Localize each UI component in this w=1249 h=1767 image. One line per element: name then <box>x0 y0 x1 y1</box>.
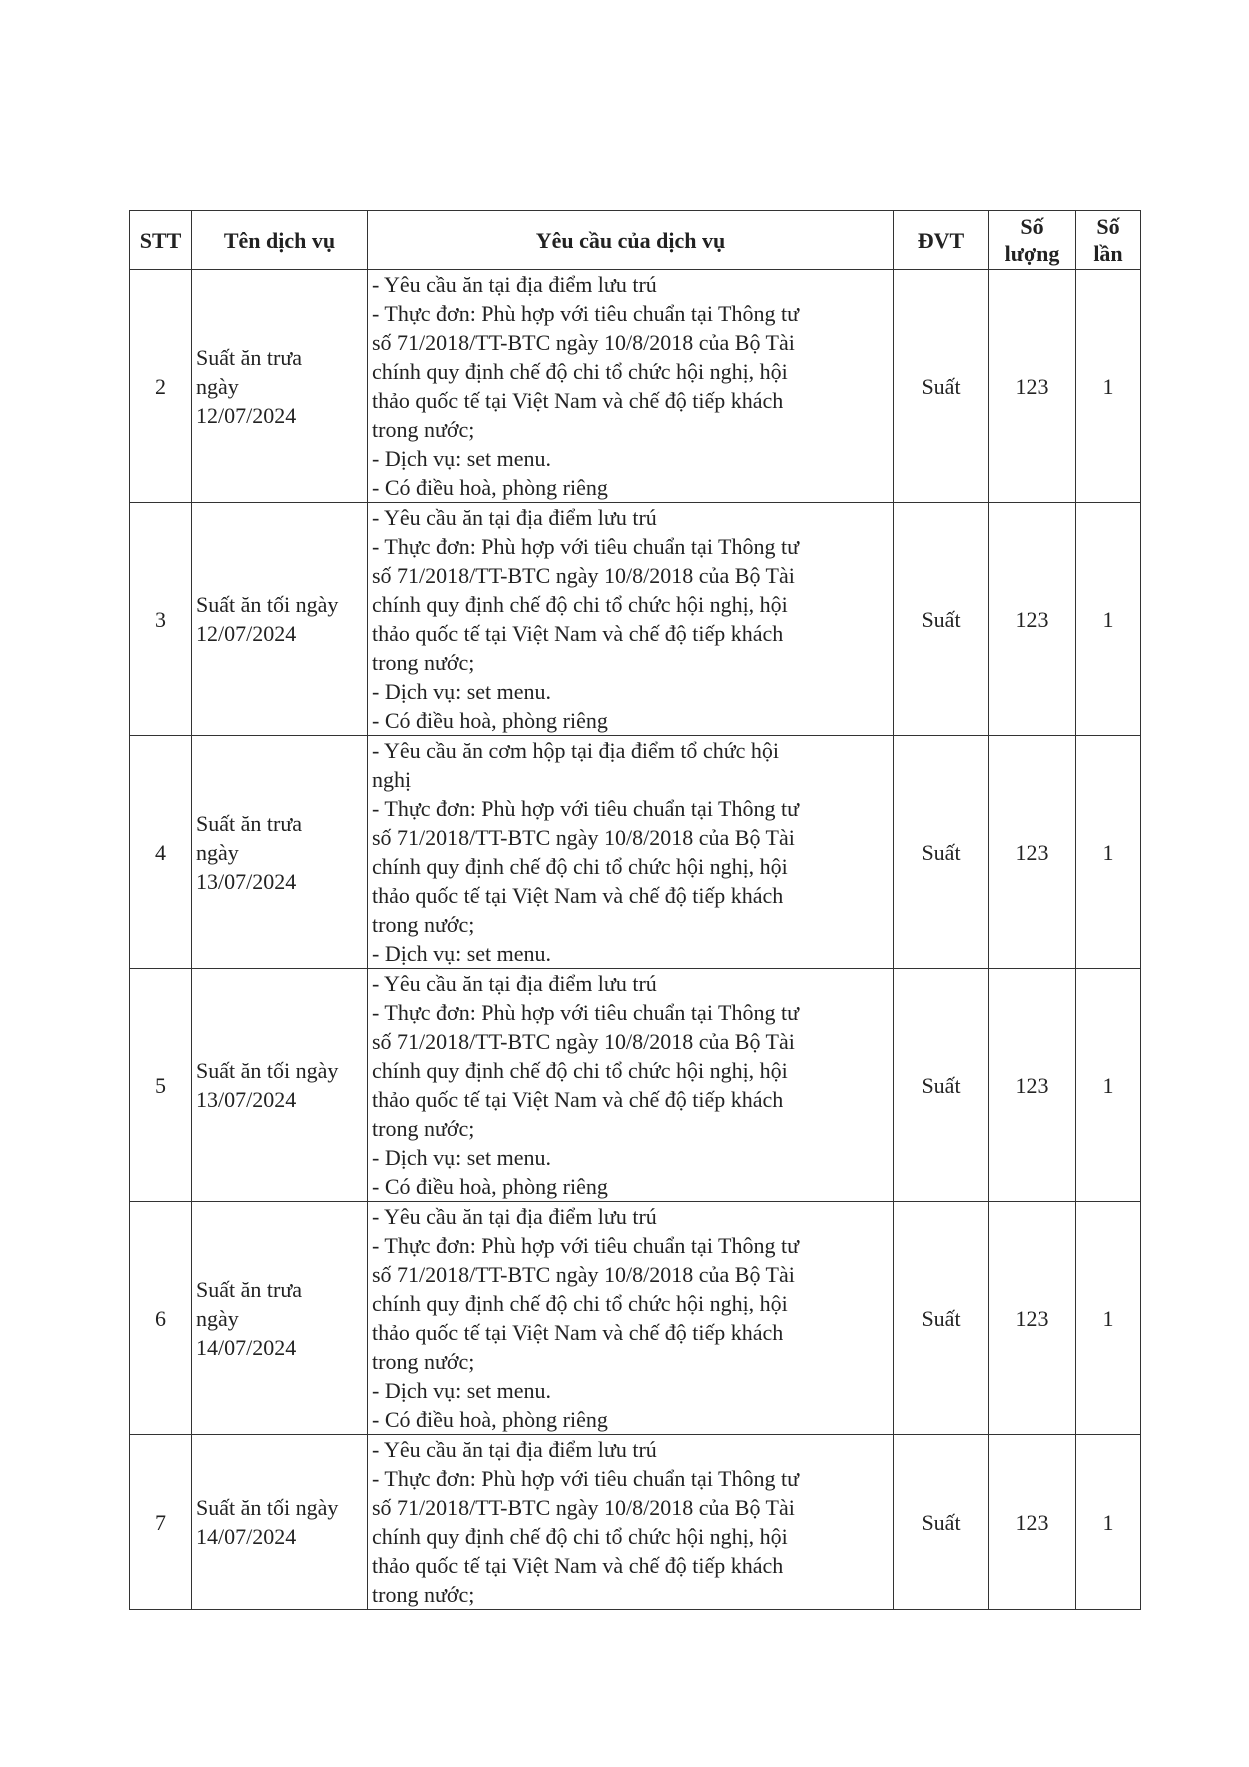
requirement-line: chính quy định chế độ chi tổ chức hội nghị, hội <box>372 854 788 879</box>
cell-times: 1 <box>1076 270 1141 503</box>
requirement-line: - Dịch vụ: set menu. <box>372 446 552 471</box>
requirement-line: - Thực đơn: Phù hợp với tiêu chuẩn tại Thông tư <box>372 796 800 821</box>
cell-times: 1 <box>1076 1202 1141 1435</box>
requirement-line: - Có điều hoà, phòng riêng <box>372 475 608 500</box>
requirement-line: số 71/2018/TT-BTC ngày 10/8/2018 của Bộ Tài <box>372 330 795 355</box>
cell-stt: 7 <box>130 1435 192 1610</box>
cell-times: 1 <box>1076 1435 1141 1610</box>
requirement-line: thảo quốc tế tại Việt Nam và chế độ tiếp khách <box>372 883 784 908</box>
requirement-line: chính quy định chế độ chi tổ chức hội nghị, hội <box>372 1058 788 1083</box>
cell-requirement <box>368 503 894 736</box>
service-name-text: Suất ăn tối ngày 14/07/2024 <box>196 1495 339 1549</box>
requirement-line: thảo quốc tế tại Việt Nam và chế độ tiếp khách <box>372 1553 784 1578</box>
requirement-line: - Dịch vụ: set menu. <box>372 941 552 966</box>
requirement-line: số 71/2018/TT-BTC ngày 10/8/2018 của Bộ Tài <box>372 1495 795 1520</box>
cell-stt: 2 <box>130 270 192 503</box>
service-name-text: Suất ăn trưa ngày 14/07/2024 <box>196 1276 303 1360</box>
requirement-line: - Có điều hoà, phòng riêng <box>372 1407 608 1432</box>
header-requirement: Yêu cầu của dịch vụ <box>368 211 894 270</box>
cell-service-name <box>192 270 368 503</box>
cell-service-name <box>192 969 368 1202</box>
cell-quantity: 123 <box>989 503 1076 736</box>
requirement-line: thảo quốc tế tại Việt Nam và chế độ tiếp khách <box>372 621 784 646</box>
requirement-line: trong nước; <box>372 417 475 442</box>
cell-service-name <box>192 1435 368 1610</box>
header-row <box>130 211 1141 270</box>
cell-stt: 6 <box>130 1202 192 1435</box>
cell-quantity: 123 <box>989 270 1076 503</box>
requirement-line: chính quy định chế độ chi tổ chức hội nghị, hội <box>372 1291 788 1316</box>
requirement-line: - Thực đơn: Phù hợp với tiêu chuẩn tại Thông tư <box>372 301 800 326</box>
table-header <box>130 211 1141 270</box>
requirement-line: - Thực đơn: Phù hợp với tiêu chuẩn tại Thông tư <box>372 1466 800 1491</box>
cell-service-name <box>192 1202 368 1435</box>
header-quantity: Số lượng <box>989 211 1076 270</box>
requirement-line: chính quy định chế độ chi tổ chức hội nghị, hội <box>372 359 788 384</box>
requirement-line: trong nước; <box>372 912 475 937</box>
cell-requirement <box>368 270 894 503</box>
requirement-line: - Dịch vụ: set menu. <box>372 1378 552 1403</box>
cell-quantity: 123 <box>989 736 1076 969</box>
cell-unit: Suất <box>894 1435 989 1610</box>
requirement-line: - Yêu cầu ăn tại địa điểm lưu trú <box>372 1437 657 1462</box>
cell-times: 1 <box>1076 969 1141 1202</box>
header-unit: ĐVT <box>894 211 989 270</box>
service-name-text: Suất ăn tối ngày 12/07/2024 <box>196 592 339 646</box>
cell-times: 1 <box>1076 736 1141 969</box>
cell-unit: Suất <box>894 270 989 503</box>
requirement-line: trong nước; <box>372 1349 475 1374</box>
service-name-text: Suất ăn trưa ngày 12/07/2024 <box>196 344 303 428</box>
requirement-line: số 71/2018/TT-BTC ngày 10/8/2018 của Bộ Tài <box>372 825 795 850</box>
requirement-line: chính quy định chế độ chi tổ chức hội nghị, hội <box>372 592 788 617</box>
table-row <box>130 736 1141 969</box>
table-row <box>130 503 1141 736</box>
cell-unit: Suất <box>894 969 989 1202</box>
requirement-line: - Yêu cầu ăn tại địa điểm lưu trú <box>372 505 657 530</box>
cell-requirement <box>368 1202 894 1435</box>
service-name-text: Suất ăn trưa ngày 13/07/2024 <box>196 810 303 894</box>
header-times: Số lần <box>1076 211 1141 270</box>
cell-service-name <box>192 736 368 969</box>
cell-times: 1 <box>1076 503 1141 736</box>
table-row <box>130 1202 1141 1435</box>
cell-service-name <box>192 503 368 736</box>
requirement-line: thảo quốc tế tại Việt Nam và chế độ tiếp khách <box>372 1320 784 1345</box>
requirement-line: trong nước; <box>372 650 475 675</box>
requirement-line: - Yêu cầu ăn tại địa điểm lưu trú <box>372 272 657 297</box>
requirement-line: thảo quốc tế tại Việt Nam và chế độ tiếp khách <box>372 1087 784 1112</box>
requirement-line: - Yêu cầu ăn tại địa điểm lưu trú <box>372 1204 657 1229</box>
requirement-line: - Thực đơn: Phù hợp với tiêu chuẩn tại Thông tư <box>372 534 800 559</box>
cell-quantity: 123 <box>989 1202 1076 1435</box>
requirement-line: trong nước; <box>372 1116 475 1141</box>
requirement-line: - Dịch vụ: set menu. <box>372 679 552 704</box>
requirement-line: số 71/2018/TT-BTC ngày 10/8/2018 của Bộ Tài <box>372 1262 795 1287</box>
requirement-line: - Có điều hoà, phòng riêng <box>372 1174 608 1199</box>
requirement-line: - Yêu cầu ăn cơm hộp tại địa điểm tổ chức hội <box>372 738 779 763</box>
cell-stt: 5 <box>130 969 192 1202</box>
cell-stt: 4 <box>130 736 192 969</box>
requirement-line: - Yêu cầu ăn tại địa điểm lưu trú <box>372 971 657 996</box>
service-name-text: Suất ăn tối ngày 13/07/2024 <box>196 1058 339 1112</box>
cell-unit: Suất <box>894 503 989 736</box>
requirement-line: chính quy định chế độ chi tổ chức hội nghị, hội <box>372 1524 788 1549</box>
requirement-line: trong nước; <box>372 1582 475 1607</box>
cell-unit: Suất <box>894 736 989 969</box>
requirement-line: - Dịch vụ: set menu. <box>372 1145 552 1170</box>
services-table <box>129 210 1141 1610</box>
cell-stt: 3 <box>130 503 192 736</box>
cell-quantity: 123 <box>989 1435 1076 1610</box>
header-stt: STT <box>130 211 192 270</box>
table-body <box>130 270 1141 1610</box>
requirement-line: thảo quốc tế tại Việt Nam và chế độ tiếp khách <box>372 388 784 413</box>
header-service-name: Tên dịch vụ <box>192 211 368 270</box>
requirement-line: số 71/2018/TT-BTC ngày 10/8/2018 của Bộ Tài <box>372 1029 795 1054</box>
requirement-line: - Có điều hoà, phòng riêng <box>372 708 608 733</box>
table-row <box>130 270 1141 503</box>
cell-requirement <box>368 969 894 1202</box>
requirement-line: - Thực đơn: Phù hợp với tiêu chuẩn tại Thông tư <box>372 1233 800 1258</box>
cell-unit: Suất <box>894 1202 989 1435</box>
table-row <box>130 1435 1141 1610</box>
cell-requirement <box>368 736 894 969</box>
requirement-line: nghị <box>372 767 412 792</box>
requirement-line: số 71/2018/TT-BTC ngày 10/8/2018 của Bộ Tài <box>372 563 795 588</box>
cell-quantity: 123 <box>989 969 1076 1202</box>
table-row <box>130 969 1141 1202</box>
cell-requirement <box>368 1435 894 1610</box>
requirement-line: - Thực đơn: Phù hợp với tiêu chuẩn tại Thông tư <box>372 1000 800 1025</box>
